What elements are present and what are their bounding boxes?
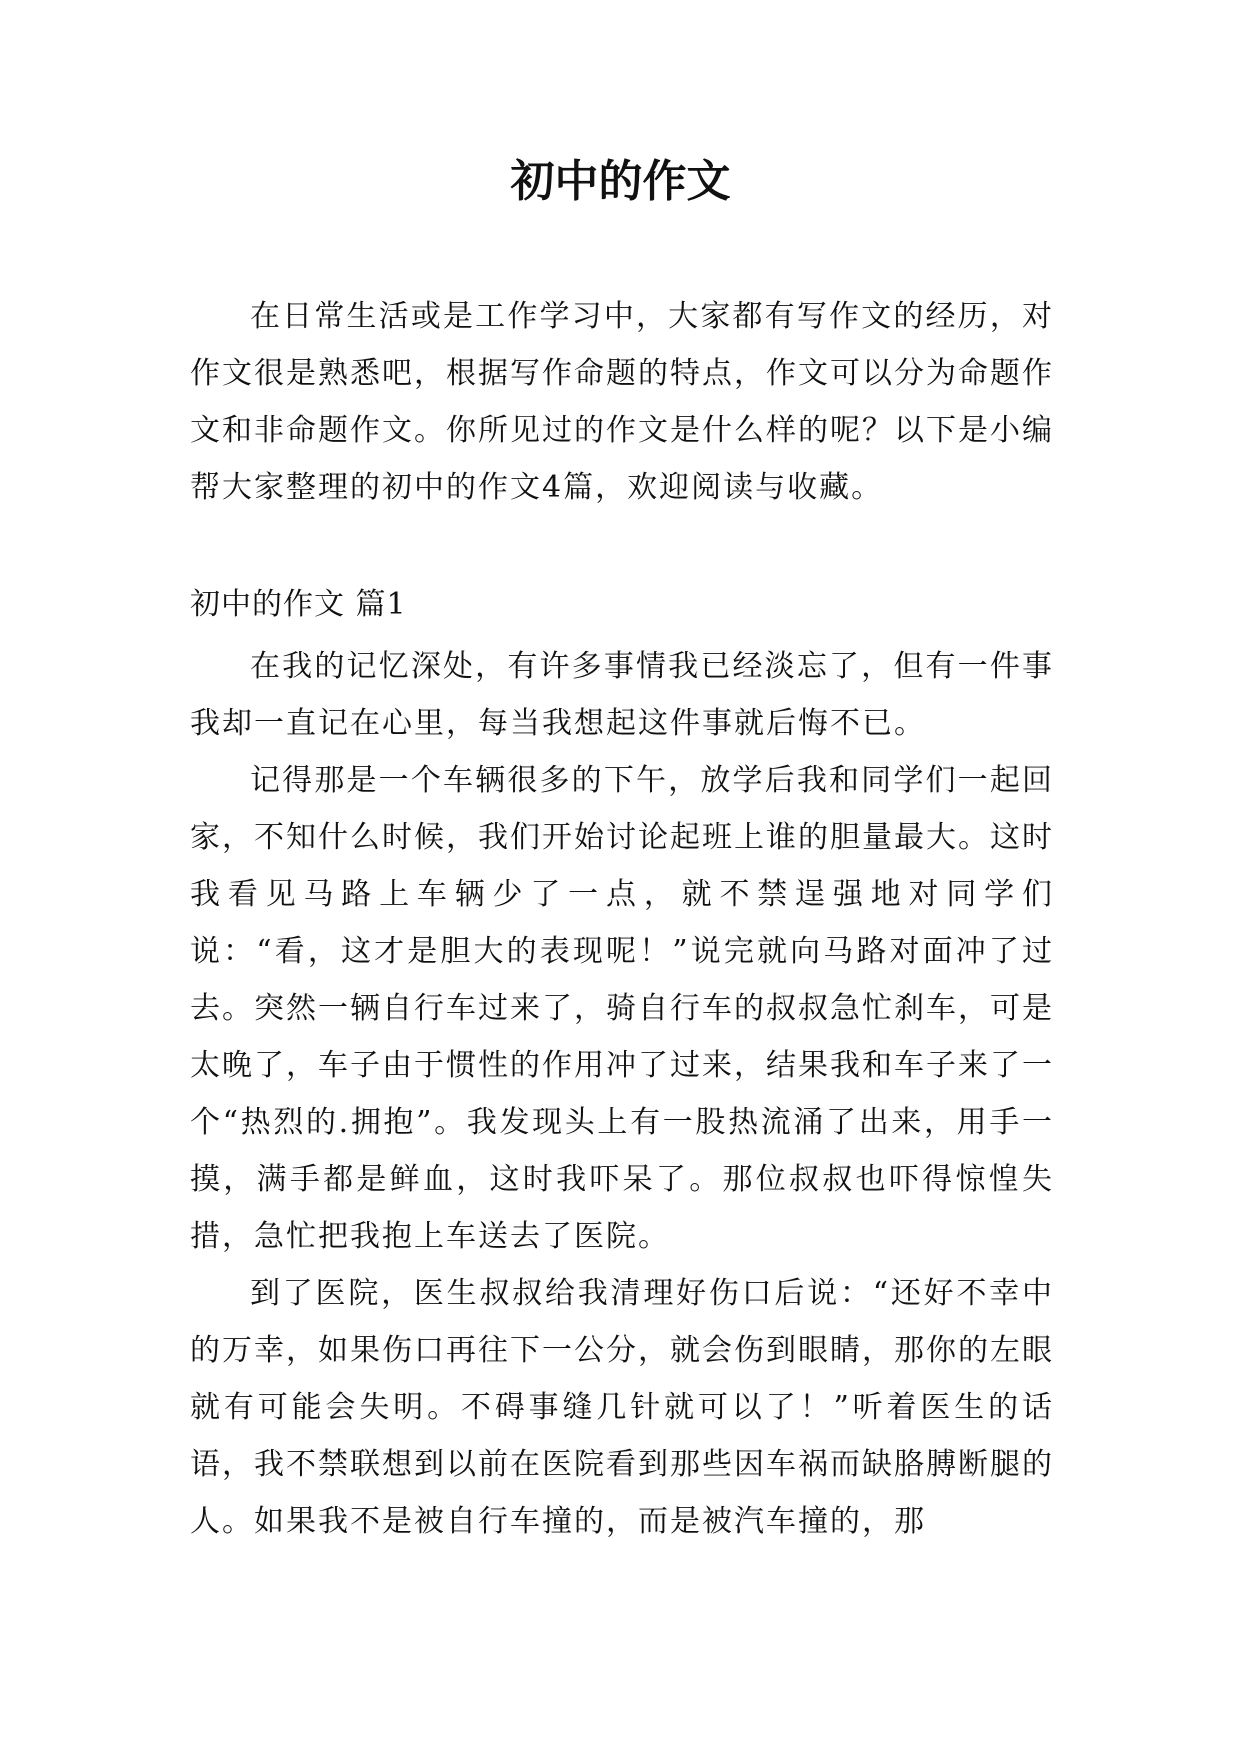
- section-body: [190, 638, 1054, 1550]
- body-paragraph: 记得那是一个车辆很多的下午，放学后我和同学们一起回家，不知什么时候，我们开始讨论起班上谁的胆量最大。这时我看见马路上车辆少了一点，就不禁逞强地对同学们说：“看，这才是胆大的表现呢！”说完就向马路对面冲了过去。突然一辆自行车过来了，骑自行车的叔叔急忙刹车，可是太晚了，车子由于惯性的作用冲了过来，结果我和车子来了一个“热烈的.拥抱”。我发现头上有一股热流涌了出来，用手一摸，满手都是鲜血，这时我吓呆了。那位叔叔也吓得惊惶失措，急忙把我抱上车送去了医院。: [190, 763, 1054, 1254]
- document-title: 初中的作文: [510, 156, 731, 207]
- section-heading: 初中的作文 篇1: [190, 587, 407, 622]
- intro-paragraph: 在日常生活或是工作学习中，大家都有写作文的经历，对作文很是熟悉吧，根据写作命题的特点，作文可以分为命题作文和非命题作文。你所见过的作文是什么样的呢？以下是小编帮大家整理的初中的作文4篇，欢迎阅读与收藏。: [190, 299, 1054, 505]
- body-paragraph: 到了医院，医生叔叔给我清理好伤口后说：“还好不幸中的万幸，如果伤口再往下一公分，就会伤到眼睛，那你的左眼就有可能会失明。不碍事缝几针就可以了！”听着医生的话语，我不禁联想到以前在医院看到那些因车祸而缺胳膊断腿的人。如果我不是被自行车撞的，而是被汽车撞的，那: [190, 1276, 1054, 1539]
- body-paragraph: 在我的记忆深处，有许多事情我已经淡忘了，但有一件事我却一直记在心里，每当我想起这件事就后悔不已。: [190, 649, 1054, 741]
